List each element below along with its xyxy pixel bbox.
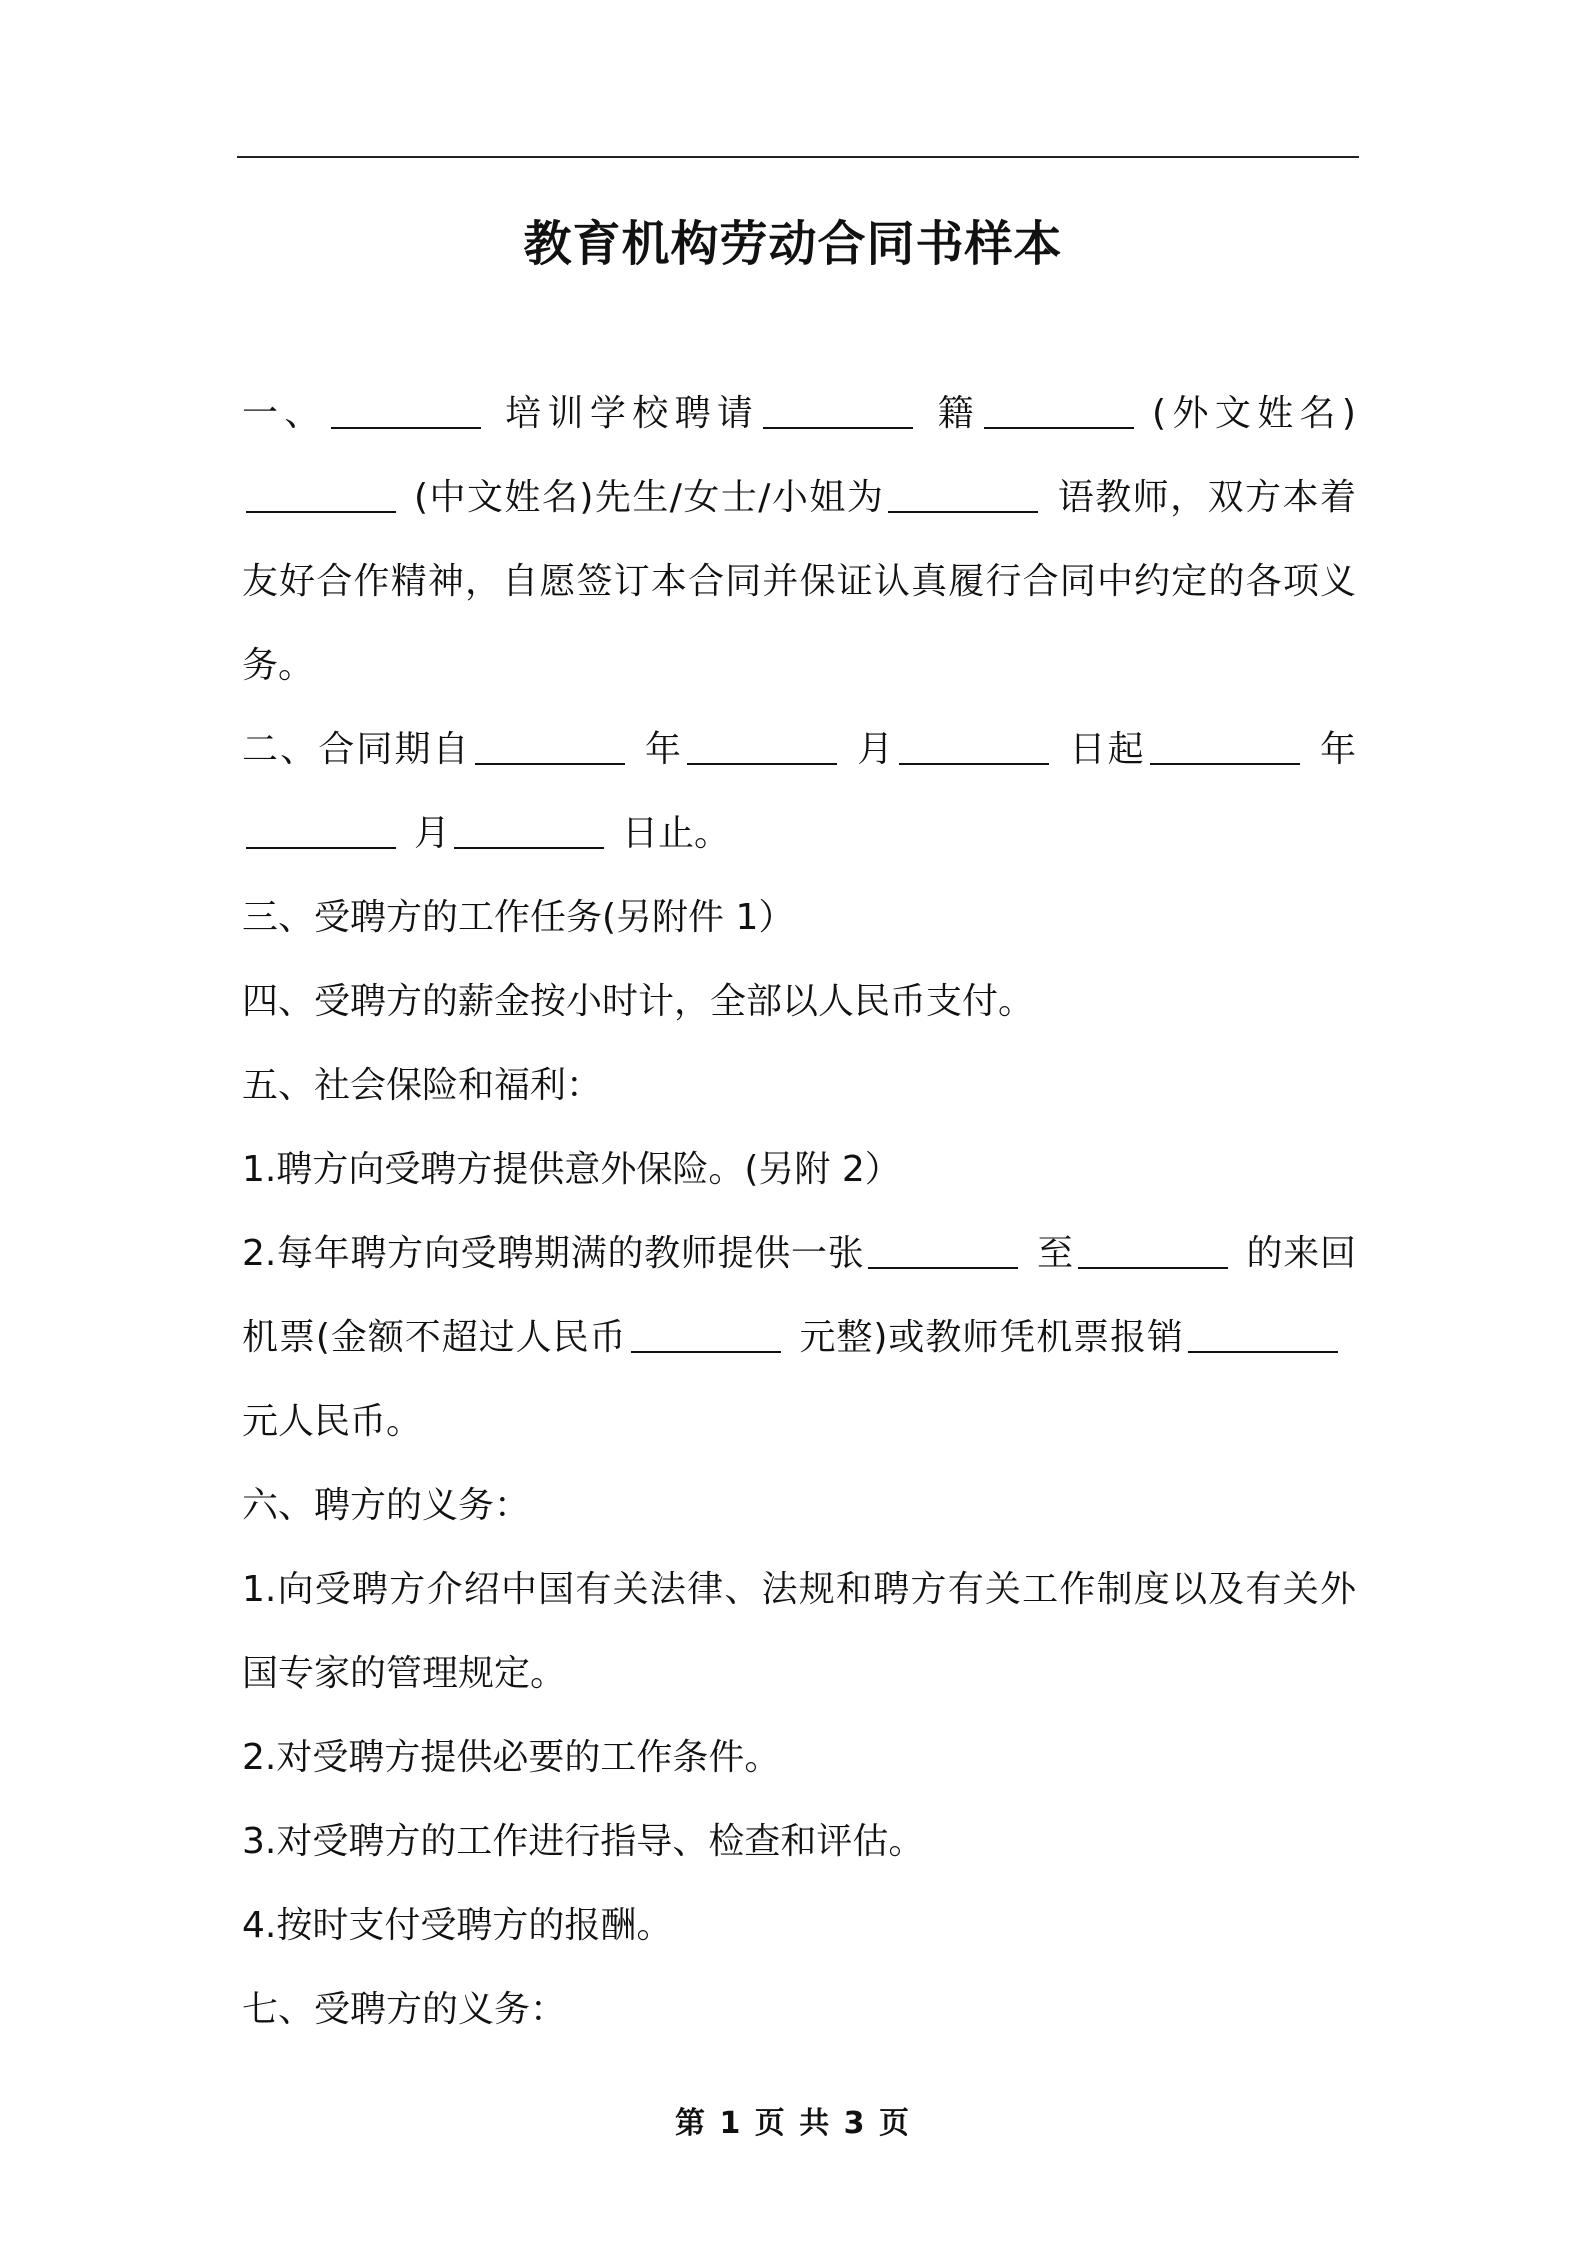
blank-field[interactable] [984,387,1134,429]
clause-2: 二、合同期自 年 月 日起 年月 日止。 [242,708,1356,876]
blank-field[interactable] [475,723,625,765]
header-rule [237,156,1359,158]
blank-field[interactable] [687,723,837,765]
clause-6-item-2: 2.对受聘方提供必要的工作条件。 [242,1737,781,1778]
clause-4: 四、受聘方的薪金按小时计，全部以人民币支付。 [242,981,1035,1022]
blank-field[interactable] [1188,1311,1338,1353]
clause-6-item-3: 3.对受聘方的工作进行指导、检查和评估。 [242,1821,925,1862]
clause-5-item-1: 1.聘方向受聘方提供意外保险。(另附 2） [242,1149,901,1190]
blank-field[interactable] [631,1311,781,1353]
blank-field[interactable] [246,471,396,513]
document-title: 教育机构劳动合同书样本 [523,216,1063,272]
blank-field[interactable] [899,723,1049,765]
clause-6-item-1: 1.向受聘方介绍中国有关法律、法规和聘方有关工作制度以及有关外国专家的管理规定。 [242,1569,1356,1694]
blank-field[interactable] [868,1227,1018,1269]
blank-field[interactable] [763,387,913,429]
clause-7: 七、受聘方的义务： [242,1989,567,2030]
page-number: 第 1 页 共 3 页 [675,2106,911,2141]
blank-field[interactable] [888,471,1038,513]
blank-field[interactable] [454,807,604,849]
clause-6-item-4: 4.按时支付受聘方的报酬。 [242,1905,673,1946]
clause-5-item-2: 2.每年聘方向受聘期满的教师提供一张 至 的来回机票(金额不超过人民币 元整)或教师凭机票报销元人民币。 [242,1212,1356,1464]
blank-field[interactable] [331,387,481,429]
blank-field[interactable] [1078,1227,1228,1269]
clause-1: 一、 培训学校聘请 籍 (外文姓名)(中文姓名)先生/女士/小姐为 语教师，双方本着友好合作精神，自愿签订本合同并保证认真履行合同中约定的各项义务。 [242,372,1356,708]
clause-5: 五、社会保险和福利： [242,1065,603,1106]
blank-field[interactable] [246,807,396,849]
document-body [242,372,1356,2052]
clause-6: 六、聘方的义务： [242,1485,531,1526]
clause-3: 三、受聘方的工作任务(另附件 1） [242,897,795,938]
blank-field[interactable] [1150,723,1300,765]
